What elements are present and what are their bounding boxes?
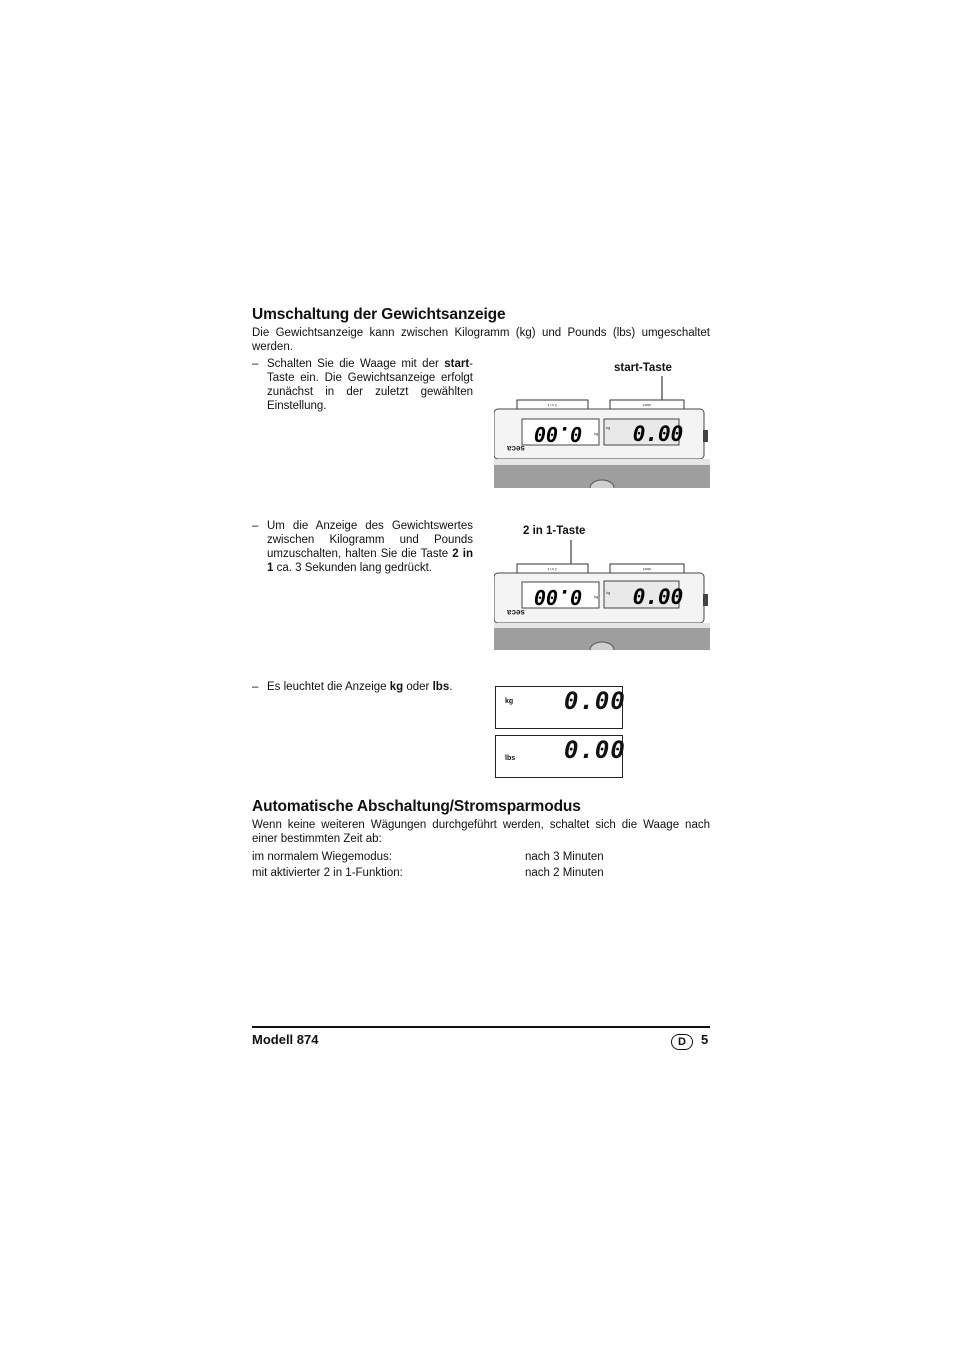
- right-lcd-value: 0.00: [632, 585, 684, 609]
- bullet-text-part: oder: [403, 681, 433, 693]
- side-knob: [703, 594, 708, 606]
- right-lcd-value: 0.00: [632, 422, 684, 446]
- bullet-item: [252, 519, 473, 579]
- button-label-2in1: 2 in 1: [547, 403, 557, 408]
- left-lcd-unit: kg: [594, 431, 599, 436]
- display-lbs: [495, 735, 626, 778]
- button-label-start: start: [643, 403, 651, 408]
- bullet-text: [267, 357, 473, 413]
- left-lcd-value: 0.00: [533, 585, 583, 609]
- bullet-dash: –: [252, 358, 259, 370]
- scale-lip: [494, 459, 710, 465]
- brand-logo: seca: [507, 444, 525, 453]
- bullet-bold: start: [444, 358, 470, 370]
- footer-model: Modell 874: [252, 1032, 319, 1047]
- timeout-label: im normalem Wiegemodus:: [252, 851, 392, 863]
- bullet-text: [267, 519, 473, 575]
- side-knob: [703, 430, 708, 442]
- callout-start-taste: start-Taste: [614, 362, 672, 374]
- intro-paragraph: Die Gewichtsanzeige kann zwischen Kilogramm (kg) und Pounds (lbs) umgeschaltet werden.: [252, 327, 710, 353]
- bullet-text: [267, 680, 473, 694]
- scale-lip: [494, 623, 710, 628]
- country-code: D: [671, 1034, 693, 1050]
- scale-display-figure-1: [494, 376, 710, 488]
- bullet-dash: –: [252, 520, 259, 532]
- section-heading: Umschaltung der Gewichtsanzeige: [252, 306, 506, 323]
- page-number: 5: [701, 1032, 709, 1047]
- timeout-row: [252, 865, 710, 881]
- display-unit-kg: kg: [505, 698, 514, 705]
- timeout-row: [252, 849, 710, 865]
- right-lcd-unit: kg: [606, 425, 611, 430]
- display-kg: [495, 686, 626, 729]
- intro-paragraph: Wenn keine weiteren Wägungen durchgeführt werden, schaltet sich die Waage nach einer bestimmten Zeit ab:: [252, 819, 710, 845]
- bullet-bold: 2 in 1: [267, 548, 473, 574]
- bullet-item: [252, 680, 473, 696]
- bullet-text-part: Schalten Sie die Waage mit der: [267, 358, 445, 370]
- timeout-table: [252, 849, 710, 881]
- bullet-text-part: .: [449, 681, 453, 693]
- section-heading: Automatische Abschaltung/Stromsparmodus: [252, 798, 581, 815]
- bullet-bold: lbs: [432, 681, 450, 693]
- display-value-lbs: 0.00: [564, 736, 626, 764]
- bullet-bold: kg: [389, 681, 404, 693]
- timeout-value: nach 3 Minuten: [525, 851, 604, 863]
- bullet-text-part: Es leuchtet die Anzeige: [267, 681, 390, 693]
- bullet-text-part: ca. 3 Sekunden lang gedrückt.: [273, 562, 432, 574]
- callout-2in1-taste: 2 in 1-Taste: [523, 525, 586, 537]
- bullet-text-part: Um die Anzeige des Gewichtswertes zwischen Kilogramm und Pounds umzuschalten, halten Sie die Taste: [267, 520, 473, 560]
- brand-logo: seca: [507, 608, 525, 617]
- right-lcd-unit: kg: [606, 590, 611, 595]
- bullet-item: [252, 357, 473, 417]
- button-label-start: start: [643, 567, 651, 572]
- button-label-2in1: 2 in 1: [547, 567, 557, 572]
- display-unit-lbs: lbs: [505, 755, 516, 762]
- timeout-label: mit aktivierter 2 in 1-Funktion:: [252, 867, 403, 879]
- footer-country-badge: [671, 1032, 693, 1050]
- timeout-value: nach 2 Minuten: [525, 867, 604, 879]
- scale-display-figure-2: [494, 538, 710, 650]
- bullet-dash: –: [252, 681, 259, 693]
- left-lcd-unit: kg: [594, 594, 599, 599]
- display-value-kg: 0.00: [564, 687, 626, 715]
- bullet-text-part: -Taste ein. Die Gewichtsanzeige erfolgt zunächst in der zuletzt gewählten Einstellung.: [267, 358, 473, 412]
- footer-rule: [252, 1026, 710, 1028]
- left-lcd-value: 0.00: [533, 422, 583, 446]
